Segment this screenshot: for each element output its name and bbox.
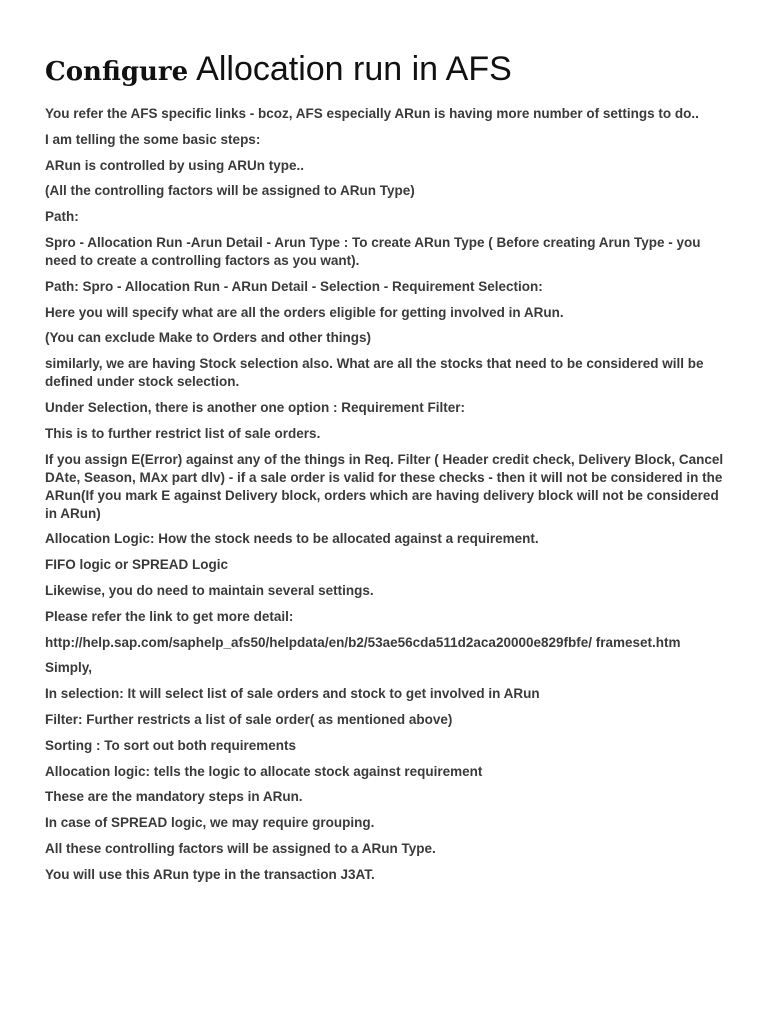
paragraph: If you assign E(Error) against any of the things in Req. Filter ( Header credit check, Delivery Block, Cancel DAte, Season, MAx part dlv) - if a sale order is valid for these checks - then it will not be considered in the ARun(If you mark E against Delivery block, orders which are having delivery block will not be considered in ARun) (45, 451, 724, 521)
paragraph: Please refer the link to get more detail: (45, 608, 294, 624)
paragraph: Under Selection, there is another one option : Requirement Filter: (45, 399, 466, 415)
paragraph: Filter: Further restricts a list of sale order( as mentioned above) (45, 711, 453, 727)
paragraph: Allocation logic: tells the logic to allocate stock against requirement (45, 763, 483, 779)
paragraph: In case of SPREAD logic, we may require grouping. (45, 815, 375, 831)
link-paragraph[interactable]: http://help.sap.com/saphelp_afs50/helpdata/en/b2/53ae56cda511d2aca20000e829fbfe/ frameset.htm (45, 634, 681, 650)
paragraph: You refer the AFS specific links - bcoz, AFS especially ARun is having more number of settings to do.. (45, 106, 699, 121)
paragraph: (You can exclude Make to Orders and other things) (45, 330, 372, 346)
paragraph: Allocation Logic: How the stock needs to be allocated against a requirement. (45, 531, 539, 547)
paragraph: This is to further restrict list of sale orders. (45, 425, 321, 441)
document-page (45, 48, 725, 892)
page-title (45, 48, 725, 93)
title-allocation-run: Allocation run in AFS (196, 50, 512, 88)
title-configure: Configure (45, 57, 189, 87)
paragraph: FIFO logic or SPREAD Logic (45, 557, 229, 573)
paragraph: Path: Spro - Allocation Run - ARun Detail - Selection - Requirement Selection: (45, 278, 543, 294)
paragraph: (All the controlling factors will be assigned to ARun Type) (45, 183, 415, 199)
paragraph: Likewise, you do need to maintain several settings. (45, 582, 374, 598)
paragraph: Spro - Allocation Run -Arun Detail - Arun Type : To create ARun Type ( Before creating Arun Type - you need to create a controlling factors as you want). (45, 234, 701, 268)
paragraph: Simply, (45, 660, 93, 676)
paragraph: Here you will specify what are all the orders eligible for getting involved in ARun. (45, 304, 564, 320)
paragraph: similarly, we are having Stock selection also. What are all the stocks that need to be considered will be defined under stock selection. (45, 356, 704, 390)
paragraph: You will use this ARun type in the transaction J3AT. (45, 866, 375, 882)
paragraph: These are the mandatory steps in ARun. (45, 789, 303, 805)
paragraph: I am telling the some basic steps: (45, 131, 261, 147)
paragraph: In selection: It will select list of sale orders and stock to get involved in ARun (45, 686, 540, 702)
paragraph: Sorting : To sort out both requirements (45, 737, 296, 753)
paragraph: All these controlling factors will be assigned to a ARun Type. (45, 840, 436, 856)
paragraph: ARun is controlled by using ARUn type.. (45, 157, 305, 173)
paragraph: Path: (45, 209, 79, 225)
